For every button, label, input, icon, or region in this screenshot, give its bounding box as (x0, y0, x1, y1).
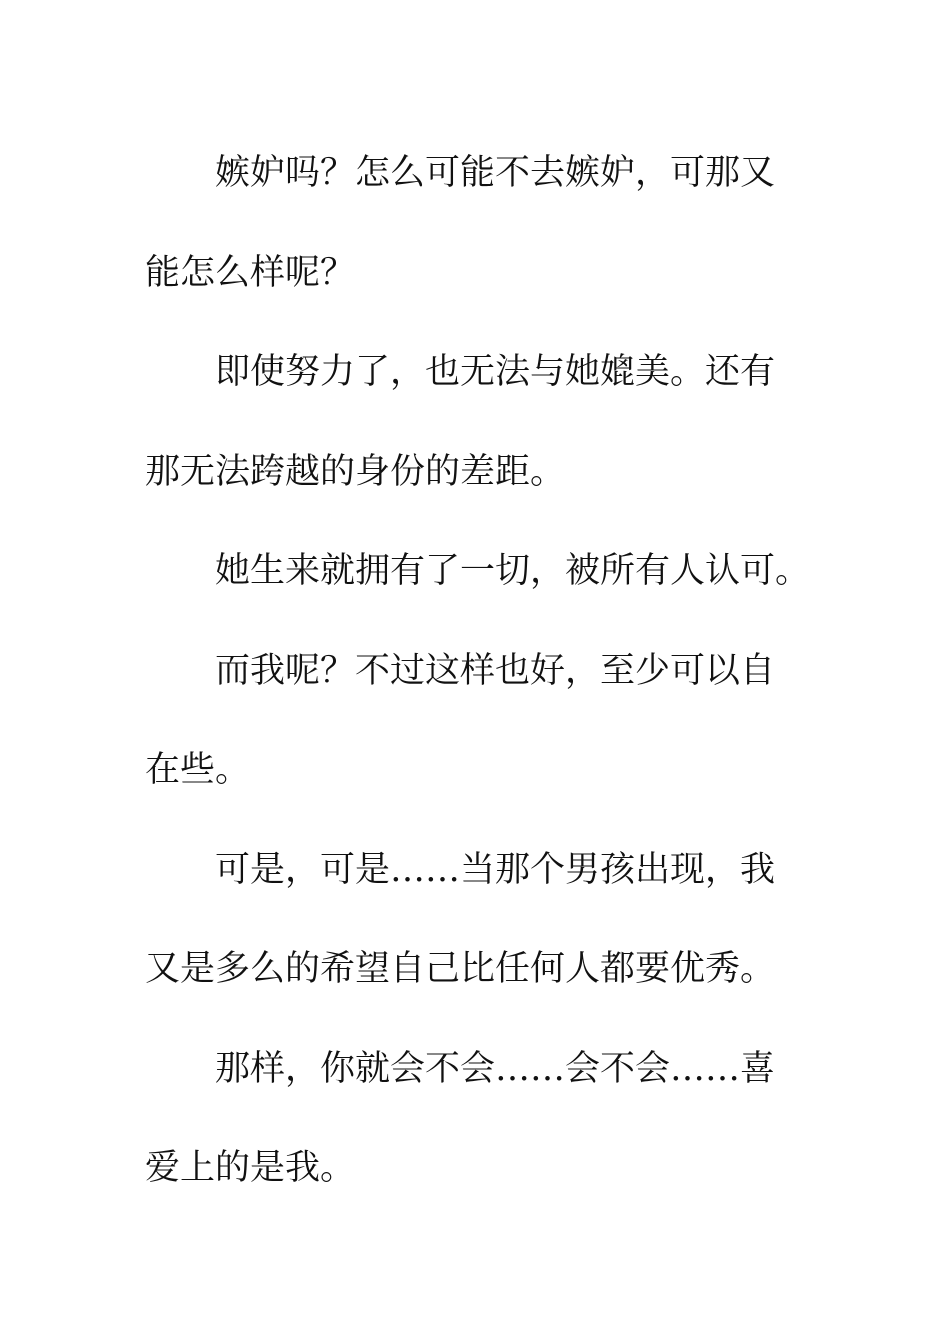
paragraph-line: 又是多么的希望自己比任何人都要优秀。 (145, 949, 776, 989)
paragraph-line: 那无法跨越的身份的差距。 (145, 451, 566, 492)
paragraph-line: 她生来就拥有了一切，被所有人认可。 (215, 551, 811, 591)
paragraph-line: 在些。 (145, 750, 251, 790)
paragraph-line: 那样，你就会不会……会不会……喜 (215, 1048, 776, 1089)
paragraph-5 (145, 821, 805, 1020)
paragraph-line: 即使努力了，也无法与她媲美。还有 (215, 352, 776, 392)
paragraph-line: 爱上的是我。 (145, 1148, 356, 1188)
paragraph-line: 而我呢？不过这样也好，至少可以自 (215, 650, 776, 691)
paragraph-4 (145, 622, 805, 821)
paragraph-line: 可是，可是……当那个男孩出现，我 (215, 849, 776, 890)
paragraph-line: 嫉妒吗？怎么可能不去嫉妒，可那又 (215, 153, 776, 193)
paragraph-2 (145, 323, 805, 522)
paragraph-line: 能怎么样呢？ (145, 252, 356, 293)
paragraph-1 (145, 124, 805, 323)
body-text (145, 124, 811, 1219)
paragraph-6 (145, 1020, 805, 1219)
paragraph-3 (145, 522, 811, 622)
